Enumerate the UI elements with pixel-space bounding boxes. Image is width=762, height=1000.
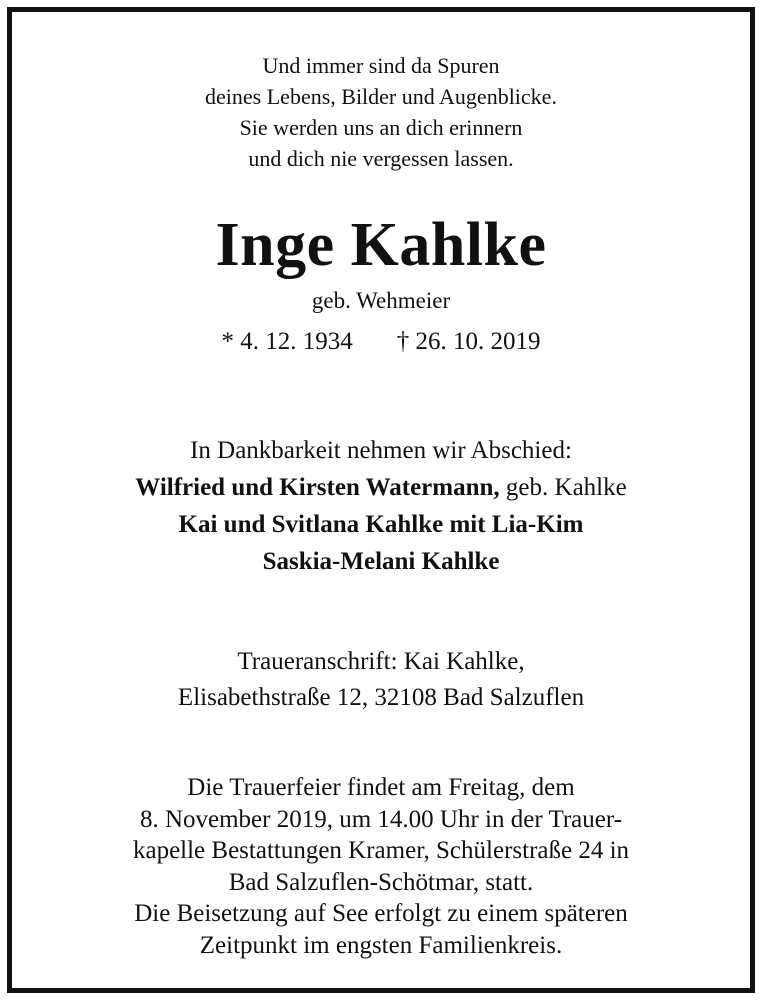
poem-line: deines Lebens, Bilder und Augenblicke. xyxy=(205,84,557,109)
mourner-line: Saskia-Melani Kahlke xyxy=(262,548,500,575)
mourner-line: Kai und Svitlana Kahlke mit Lia-Kim xyxy=(178,511,584,538)
service-line: Bad Salzuflen-Schötmar, statt. xyxy=(228,868,534,896)
address-line: Elisabethstraße 12, 32108 Bad Salzuflen xyxy=(177,684,585,711)
poem-line: Und immer sind da Spuren xyxy=(262,53,500,78)
service-line: Zeitpunkt im engsten Familienkreis. xyxy=(199,931,563,959)
mourners xyxy=(12,432,750,580)
maiden-name: geb. Wehmeier xyxy=(311,288,451,313)
address-line: Traueranschrift: Kai Kahlke, xyxy=(237,648,525,675)
obituary-frame xyxy=(7,7,755,993)
poem-line: Sie werden uns an dich erinnern xyxy=(239,115,523,140)
mourner-names: Wilfried und Kirsten Watermann, xyxy=(135,474,500,501)
mourner-line xyxy=(12,469,750,506)
birth-date: * 4. 12. 1934 xyxy=(221,328,353,355)
service-line: Die Beisetzung auf See erfolgt zu einem späteren xyxy=(134,900,628,927)
mourner-maiden: geb. Kahlke xyxy=(499,474,627,501)
service-line: Die Trauerfeier findet am Freitag, dem xyxy=(187,774,575,801)
deceased-name: Inge Kahlke xyxy=(215,211,547,279)
service-line: 8. November 2019, um 14.00 Uhr in der Trauer- xyxy=(139,805,623,833)
funeral-service-info xyxy=(12,772,750,961)
life-dates xyxy=(12,325,750,359)
poem xyxy=(12,50,750,174)
death-date: † 26. 10. 2019 xyxy=(396,328,541,355)
poem-line: und dich nie vergessen lassen. xyxy=(248,146,514,171)
mourners-intro: In Dankbarkeit nehmen wir Abschied: xyxy=(190,437,572,464)
service-line: kapelle Bestattungen Kramer, Schülerstraße 24 in xyxy=(132,837,630,864)
mourning-address xyxy=(12,644,750,716)
